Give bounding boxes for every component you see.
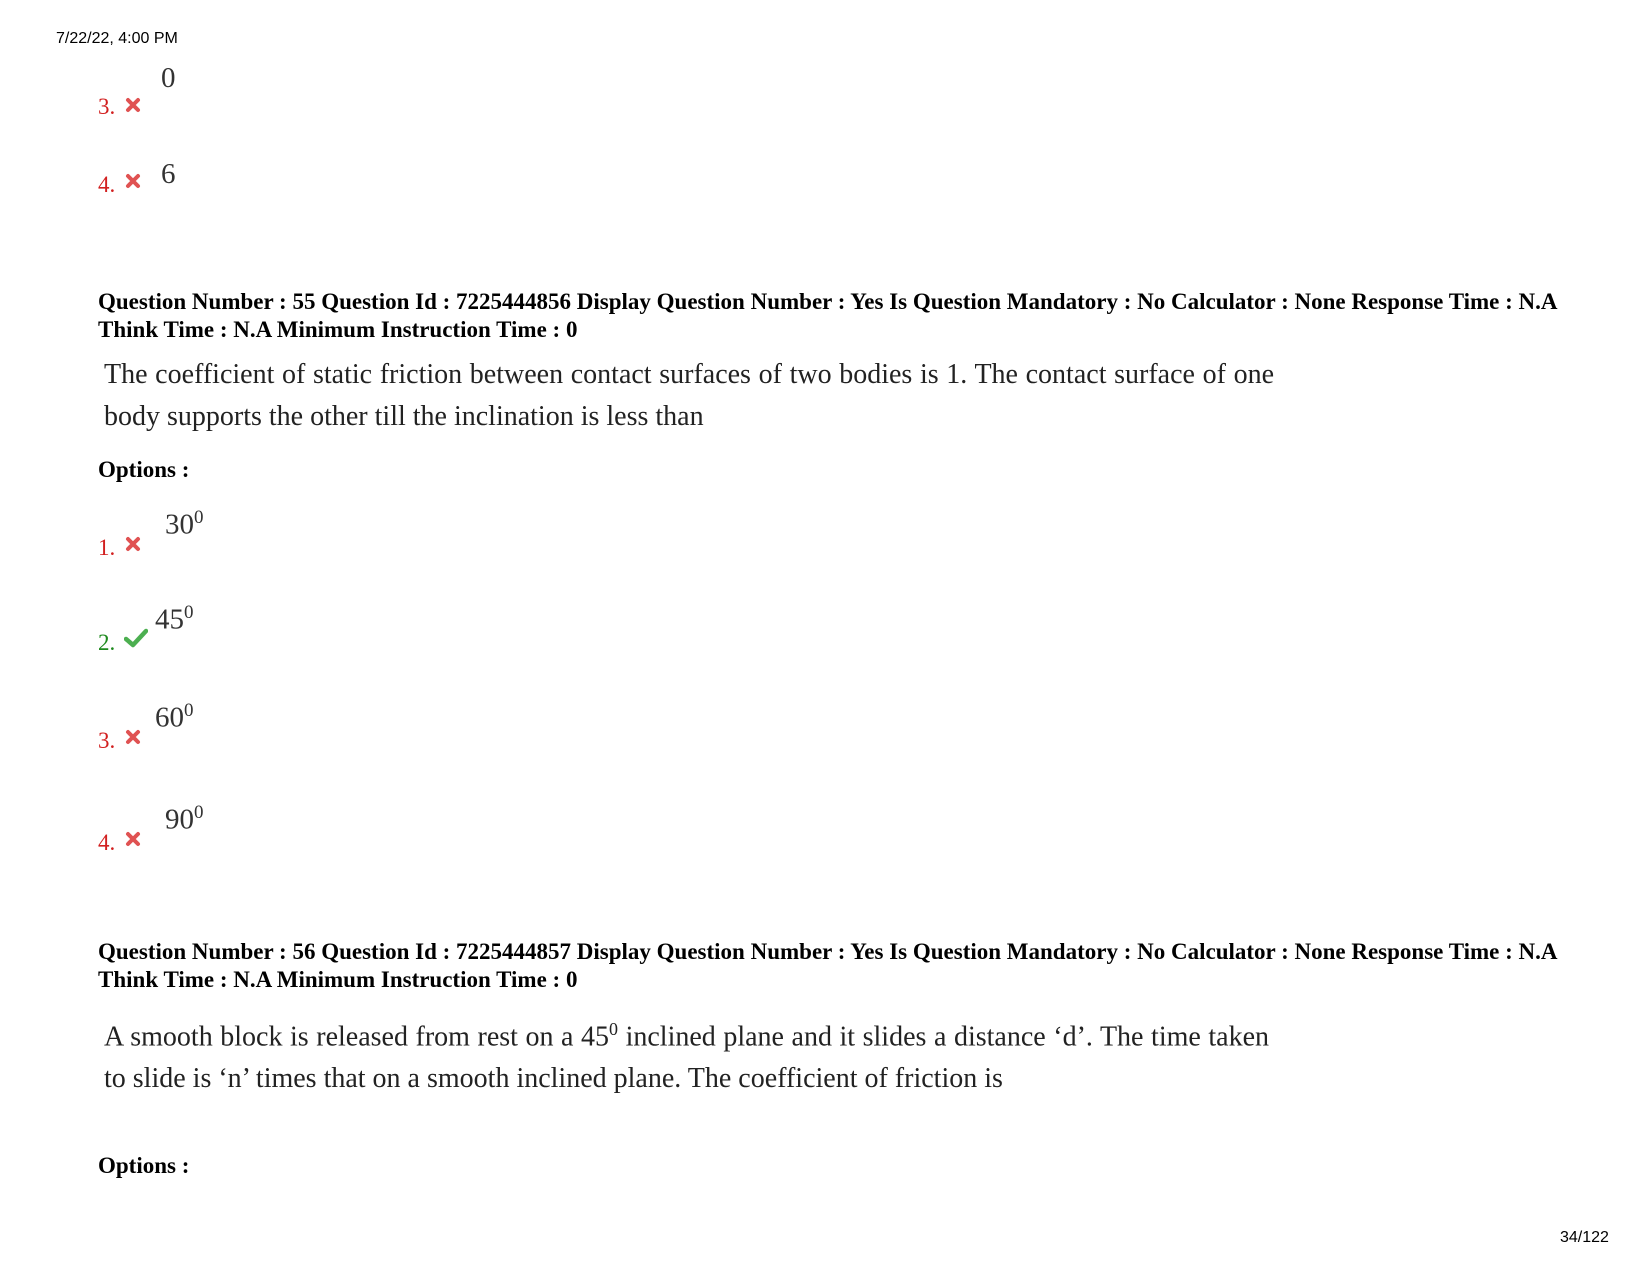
question-55-header: Question Number : 55 Question Id : 7225444856 Display Question Number : Yes Is Question Mandatory : No Calculator : None Response Time : N.A Think Time : N.A Minimum Instruction Time : 0 [98, 289, 1557, 342]
option-number: 1. [98, 535, 116, 560]
question-56-text: A smooth block is released from rest on a $45^0$ inclined plane and it slides a distance ‘d’. The time taken to slide is ‘n’ times that on a smooth inclined plane. The coefficient of friction is [104, 1019, 1269, 1095]
cross-icon [124, 96, 142, 114]
option-value: $90^0$ [165, 802, 204, 836]
option-number: 4. [98, 172, 116, 197]
question-55-options-label: Options : [98, 457, 190, 482]
cross-icon [124, 728, 142, 746]
checkmark-icon [124, 628, 148, 648]
page-number: 34/122 [1560, 1229, 1609, 1246]
option-value: $60^0$ [155, 700, 194, 734]
cross-icon [124, 535, 142, 553]
option-number: 4. [98, 830, 116, 855]
cross-icon [124, 172, 142, 190]
option-value: $30^0$ [165, 507, 204, 541]
option-number: 3. [98, 728, 116, 753]
question-56-header: Question Number : 56 Question Id : 7225444857 Display Question Number : Yes Is Question Mandatory : No Calculator : None Response Time : N.A Think Time : N.A Minimum Instruction Time : 0 [98, 939, 1557, 992]
question-55-text: The coefficient of static friction between contact surfaces of two bodies is 1. The contact surface of one body supports the other till the inclination is less than [104, 359, 1274, 432]
option-value: $45^0$ [155, 602, 194, 636]
cross-icon [124, 830, 142, 848]
print-datetime: 7/22/22, 4:00 PM [56, 30, 178, 47]
option-value: 0 [161, 62, 176, 94]
option-number: 2. [98, 630, 116, 655]
question-56-options-label: Options : [98, 1153, 190, 1178]
option-number: 3. [98, 94, 116, 119]
option-value: 6 [161, 158, 176, 190]
